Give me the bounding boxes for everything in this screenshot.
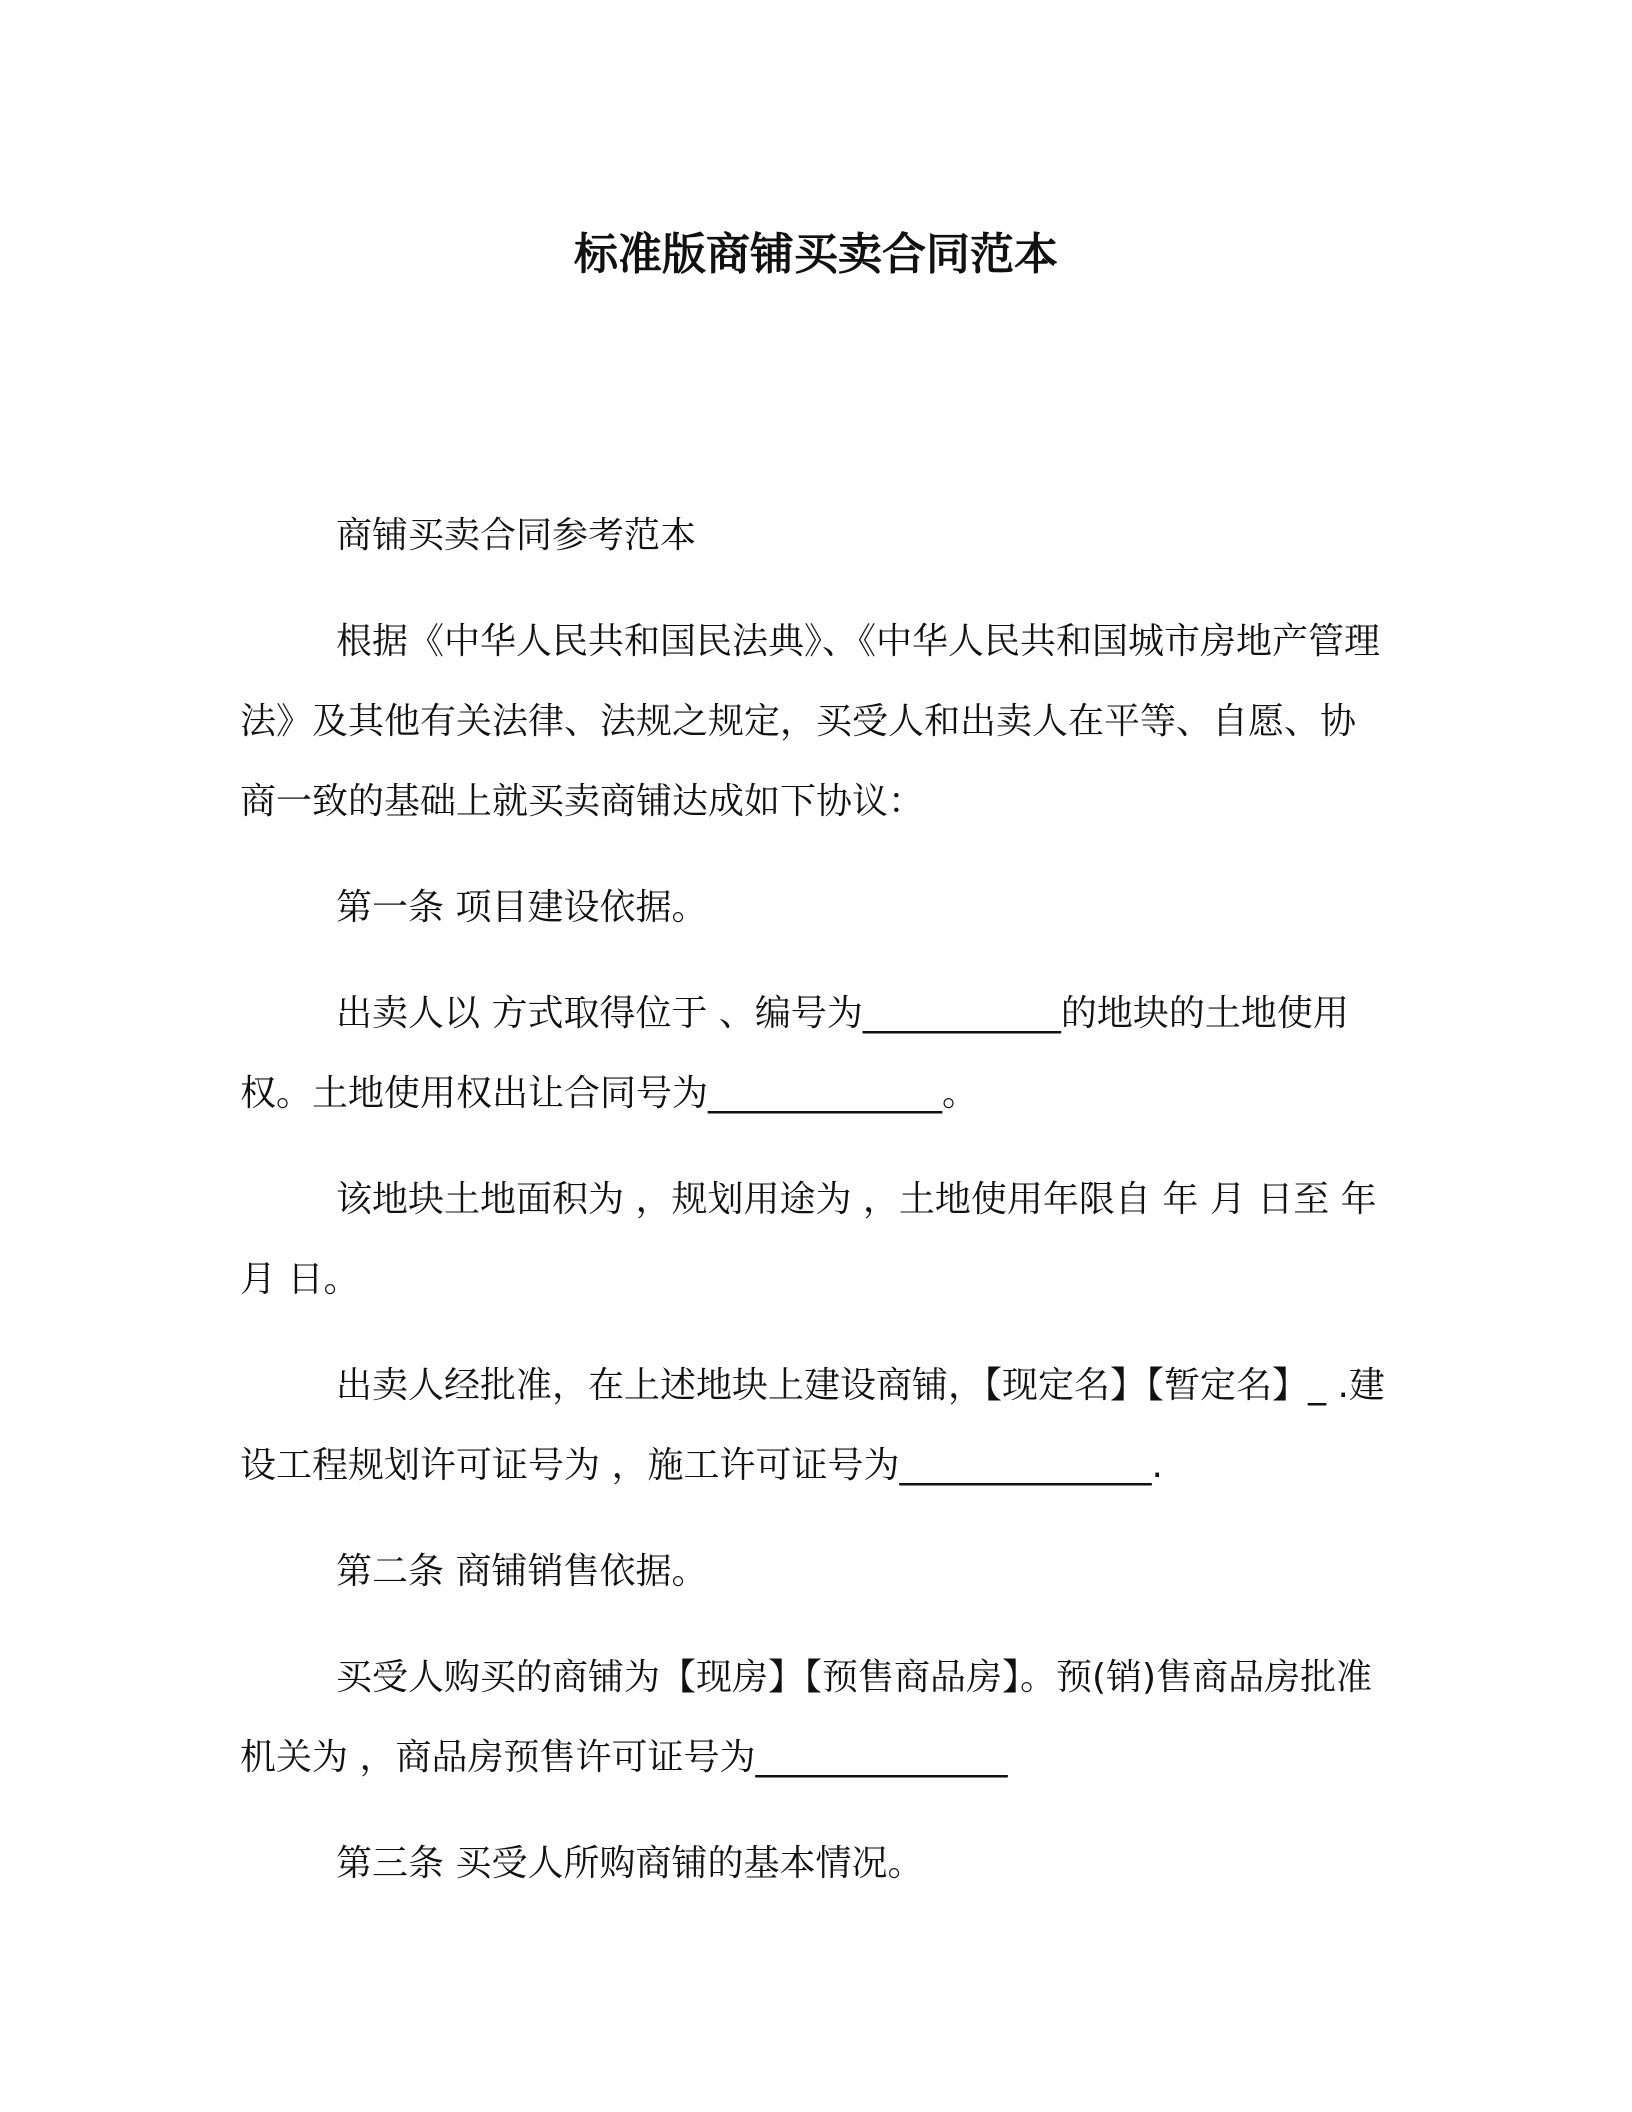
paragraph-article-3-heading: 第三条 买受人所购商铺的基本情况。 [336, 1843, 924, 1884]
paragraph-subtitle: 商铺买卖合同参考范本 [336, 515, 697, 556]
paragraph-land-area: 该地块土地面积为 ，规划用途为 ，土地使用年限自 年 月 日至 年 月 日。 [240, 1179, 1389, 1300]
paragraph-land-use-right: 出卖人以 方式取得位于 、编号为___________的地块的土地使用权。土地使用权出让合同号为_____________。 [240, 993, 1349, 1114]
paragraph-preamble: 根据《中华人民共和国民法典》、《中华人民共和国城市房地产管理法》及其他有关法律、法规之规定，买受人和出卖人在平等、自愿、协商一致的基础上就买卖商铺达成如下协议： [240, 621, 1381, 822]
document-body [240, 496, 1389, 1930]
paragraph-construction-permits: 出卖人经批准，在上述地块上建设商铺，【现定名】【暂定名】_ .建设工程规划许可证号为 ，施工许可证号为______________. [240, 1365, 1385, 1486]
paragraph-article-2-heading: 第二条 商铺销售依据。 [336, 1551, 708, 1592]
document-title: 标准版商铺买卖合同范本 [574, 229, 1058, 280]
paragraph-article-1-heading: 第一条 项目建设依据。 [336, 887, 708, 928]
paragraph-presale-permit: 买受人购买的商铺为【现房】【预售商品房】。预(销)售商品房批准机关为 ，商品房预售许可证号为______________ [240, 1657, 1373, 1778]
